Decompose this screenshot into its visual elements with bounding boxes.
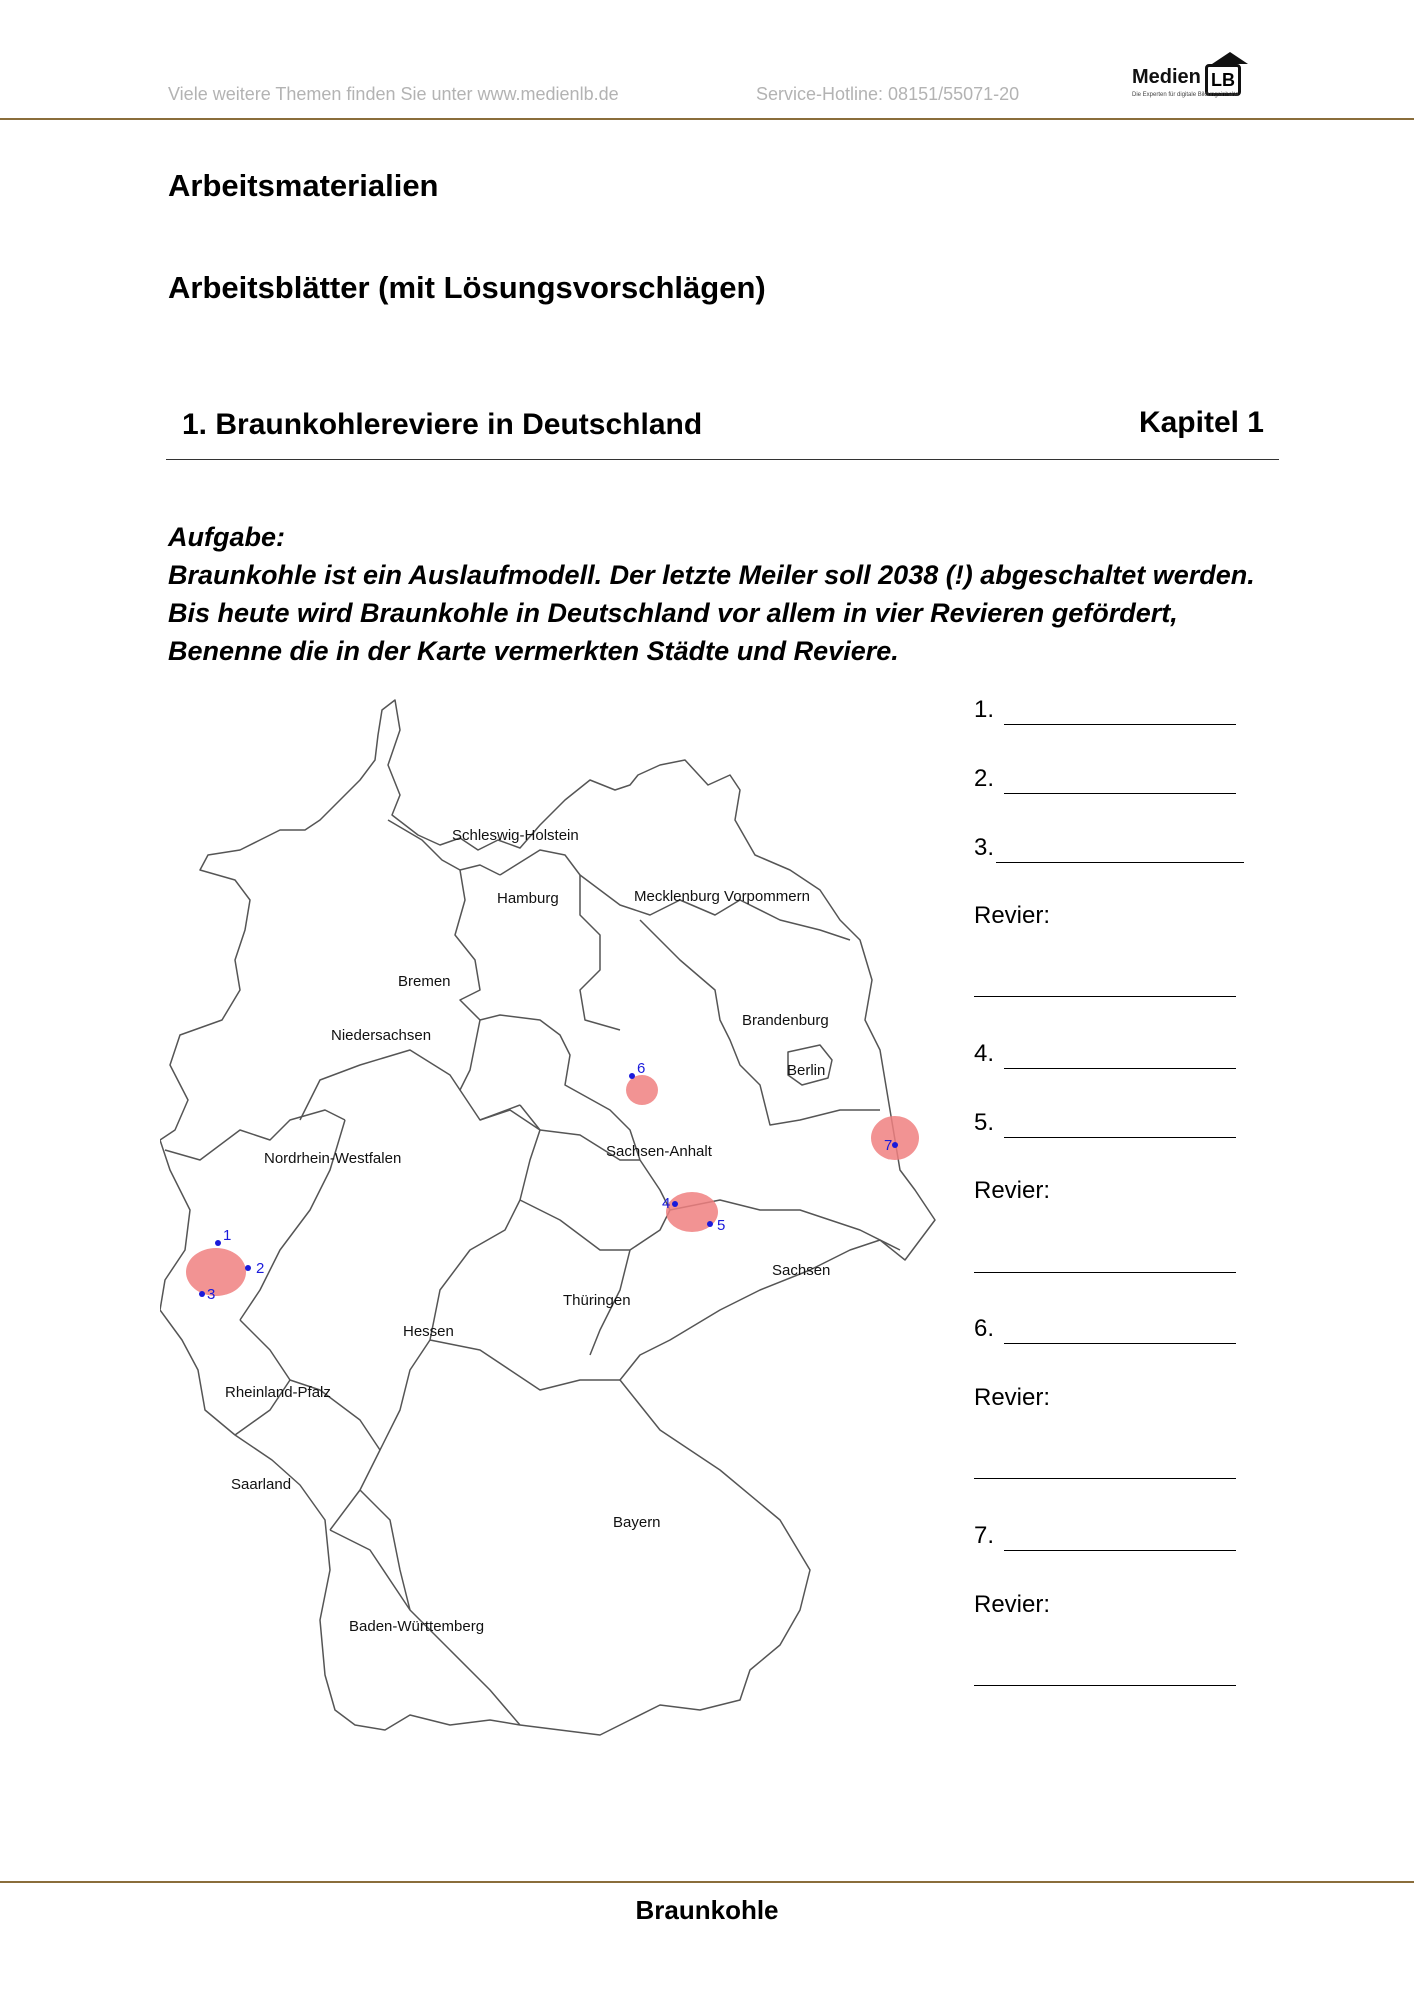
footer-title: Braunkohle <box>635 1895 779 1925</box>
label-hessen: Hessen <box>403 1323 454 1340</box>
answer-number-3: 3. <box>974 834 995 861</box>
answer-line-4[interactable] <box>1004 1068 1236 1069</box>
header-hotline-text: Service-Hotline: 08151/55071-20 <box>756 84 1020 104</box>
revier-label-3: Revier: <box>974 1384 1051 1411</box>
logo-tagline: Die Experten für digitale Bildungsinhalte <box>1132 92 1239 98</box>
revier-line-2[interactable] <box>974 1272 1236 1273</box>
revier-rheinisch <box>186 1248 246 1296</box>
marker-dot-2 <box>245 1265 251 1271</box>
logo-word: Medien <box>1132 66 1201 88</box>
page-subtitle: Arbeitsblätter (mit Lösungsvorschlägen) <box>168 270 766 305</box>
marker-dot-4 <box>672 1201 678 1207</box>
header-divider <box>0 118 1414 120</box>
label-mecklenburg-vorpommern: Mecklenburg Vorpommern <box>634 888 810 905</box>
marker-dot-6 <box>629 1073 635 1079</box>
marker-label-6: 6 <box>637 1060 646 1077</box>
marker-dot-5 <box>707 1221 713 1227</box>
revier-line-4[interactable] <box>974 1685 1236 1686</box>
marker-label-5: 5 <box>717 1217 726 1234</box>
marker-label-2: 2 <box>256 1260 265 1277</box>
label-saarland: Saarland <box>231 1476 292 1493</box>
answer-line-7[interactable] <box>1004 1550 1236 1551</box>
marker-dot-1 <box>215 1240 221 1246</box>
answer-number-2: 2. <box>974 765 995 792</box>
answer-number-1: 1. <box>974 696 995 723</box>
chapter-divider <box>166 459 1279 460</box>
label-thueringen: Thüringen <box>563 1292 631 1309</box>
revier-lausitz <box>871 1116 919 1160</box>
label-bremen: Bremen <box>398 973 451 990</box>
answer-line-1[interactable] <box>1004 724 1236 725</box>
germany-outline <box>160 700 935 1735</box>
graduation-cap-icon <box>1212 52 1248 64</box>
medienlb-logo <box>1130 52 1260 106</box>
germany-map <box>160 690 960 1765</box>
logo-box: LB <box>1205 64 1241 96</box>
page-title: Arbeitsmaterialien <box>168 168 439 203</box>
task-text: Braunkohle ist ein Auslaufmodell. Der letzte Meiler soll 2038 (!) abgeschaltet werden. Bis heute wird Braunkohle in Deutschland vor allem in vier Revieren gefördert, Benenne die in der Karte vermerkten Städte und Reviere. <box>168 560 1255 666</box>
answer-line-3[interactable] <box>996 862 1244 863</box>
task-heading: Aufgabe: <box>168 522 285 552</box>
answer-line-2[interactable] <box>1004 793 1236 794</box>
revier-helmstedt <box>626 1075 658 1105</box>
label-brandenburg: Brandenburg <box>742 1012 829 1029</box>
marker-dot-3 <box>199 1291 205 1297</box>
answer-number-4: 4. <box>974 1040 995 1067</box>
marker-label-1: 1 <box>223 1227 232 1244</box>
task-block <box>168 518 1278 670</box>
marker-label-3: 3 <box>207 1286 216 1303</box>
answer-line-5[interactable] <box>1004 1137 1236 1138</box>
revier-label-1: Revier: <box>974 902 1051 929</box>
answer-number-5: 5. <box>974 1109 995 1136</box>
revier-label-2: Revier: <box>974 1177 1051 1204</box>
marker-label-7: 7 <box>884 1137 893 1154</box>
label-baden-wuerttemberg: Baden-Württemberg <box>349 1618 485 1635</box>
label-berlin: Berlin <box>787 1062 826 1079</box>
label-sachsen: Sachsen <box>772 1262 831 1279</box>
marker-dot-7 <box>892 1142 898 1148</box>
chapter-label: Kapitel 1 <box>1138 406 1264 439</box>
answer-number-7: 7. <box>974 1522 995 1549</box>
label-niedersachsen: Niedersachsen <box>331 1027 432 1044</box>
marker-label-4: 4 <box>662 1195 671 1212</box>
revier-line-1[interactable] <box>974 996 1236 997</box>
chapter-title: 1. Braunkohlereviere in Deutschland <box>182 408 703 441</box>
label-hamburg: Hamburg <box>497 890 559 907</box>
label-bayern: Bayern <box>613 1514 661 1531</box>
header-website-text: Viele weitere Themen finden Sie unter www.medienlb.de <box>168 84 619 104</box>
answer-number-6: 6. <box>974 1315 995 1342</box>
label-nordrhein-westfalen: Nordrhein-Westfalen <box>264 1150 402 1167</box>
revier-label-4: Revier: <box>974 1591 1051 1618</box>
footer-divider <box>0 1881 1414 1883</box>
label-sachsen-anhalt: Sachsen-Anhalt <box>606 1143 712 1160</box>
answer-line-6[interactable] <box>1004 1343 1236 1344</box>
revier-line-3[interactable] <box>974 1478 1236 1479</box>
label-schleswig-holstein: Schleswig-Holstein <box>452 827 579 844</box>
label-rheinland-pfalz: Rheinland-Pfalz <box>225 1384 331 1401</box>
